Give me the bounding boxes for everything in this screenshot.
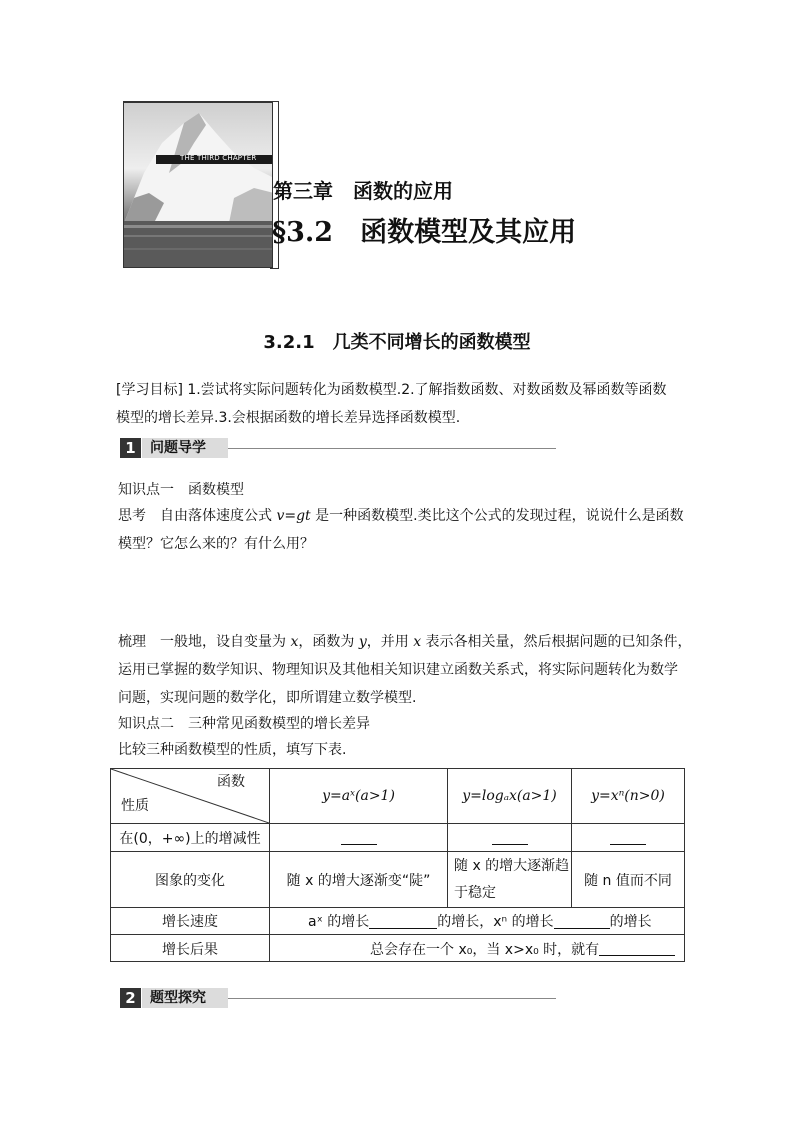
summary-text-d: 表示各相关量，然后根据问题的已知条件， [421,634,692,650]
graph-log-line2: 于稳定 [454,884,496,901]
speed-text-c: 的增长 [609,914,652,930]
table-cell-speed [270,908,684,934]
chapter-cover-image [123,102,273,268]
table-header-power: y=xⁿ(n>0) [591,788,665,804]
summary-text-c: ，并用 [366,634,414,650]
think-text-a: 自由落体速度公式 [160,508,277,524]
chapter-band-label: THE THIRD CHAPTER [180,154,257,162]
table-row-speed-label: 增长速度 [162,914,218,930]
result-text: 总会存在一个 x₀，当 x>x₀ 时，就有 [370,941,600,958]
section-bar-problem-guide [120,438,560,458]
table-corner-top: 函数 [217,774,245,790]
table-corner-bottom: 性质 [121,798,149,814]
think-text-b: 是一种函数模型.类比这个公式的发现过程，说说什么是函数 [310,508,684,524]
objectives-line2: 模型的增长差异.3.会根据函数的增长差异选择函数模型. [116,410,461,426]
summary-line3: 问题，实现问题的数学化，即所谓建立数学模型. [118,690,417,706]
var-x: x [290,634,299,650]
frame-line-top [123,101,279,102]
summary-label: 梳理 [118,634,146,650]
section-number: 2 [120,988,141,1008]
table-cell-graph-power: 随 n 值而不同 [584,872,672,889]
knowledge-point-1-title: 知识点一 函数模型 [118,482,244,498]
table-cell-graph-exponential: 随 x 的增大逐渐变“陡” [286,872,431,889]
section-label: 题型探究 [142,988,228,1008]
summary-text-a: 一般地，设自变量为 [160,634,291,650]
table-cell-result [270,935,684,962]
speed-text-b: 的增长，xⁿ 的增长 [437,914,554,930]
think-label: 思考 [118,508,146,524]
section-title: §3.2 函数模型及其应用 [272,217,577,248]
section-label: 问题导学 [142,438,228,458]
table-blank-cell [270,824,447,851]
knowledge-point-2-title: 知识点二 三种常见函数模型的增长差异 [118,716,370,732]
table-row-monotonicity-label: 在(0，+∞)上的增减性 [119,830,261,847]
section-rule [228,448,556,449]
learning-objectives [116,376,682,432]
var-y: y [358,634,367,650]
summary-text-b: ，函数为 [298,634,359,650]
table-cell-graph-logarithmic [448,852,571,907]
objectives-label: [学习目标] [116,382,183,398]
summary-line2: 运用已掌握的数学知识、物理知识及其他相关知识建立函数关系式，将实际问题转化为数学 [118,662,678,678]
mountain-illustration [124,103,273,268]
var-x-2: x [413,634,422,650]
table-row-result-label: 增长后果 [162,941,218,958]
think-formula: v=gt [276,508,311,524]
compare-intro: 比较三种函数模型的性质，填写下表. [118,742,347,758]
section-rule [228,998,556,999]
frame-line-bottom [270,268,279,269]
table-blank-cell [448,824,571,851]
objectives-line1: 1.尝试将实际问题转化为函数模型.2.了解指数函数、对数函数及幂函数等函数 [187,382,667,398]
graph-log-line1: 随 x 的增大逐渐趋 [454,857,570,874]
speed-text-a: aˣ 的增长 [308,914,370,930]
subsection-title: 3.2.1 几类不同增长的函数模型 [263,332,531,353]
summary-paragraph [118,628,692,712]
table-header-exponential: y=aˣ(a>1) [322,788,395,804]
think-question [118,502,684,558]
think-line2: 模型？它怎么来的？有什么用？ [118,536,314,552]
table-header-logarithmic: y=logₐx(a>1) [462,788,557,804]
section-bar-question-types [120,988,560,1008]
comparison-table [110,768,685,962]
table-row-graph-label: 图象的变化 [155,872,225,889]
table-blank-cell [572,824,684,851]
chapter-title: 第三章 函数的应用 [273,179,453,203]
section-number: 1 [120,438,141,458]
